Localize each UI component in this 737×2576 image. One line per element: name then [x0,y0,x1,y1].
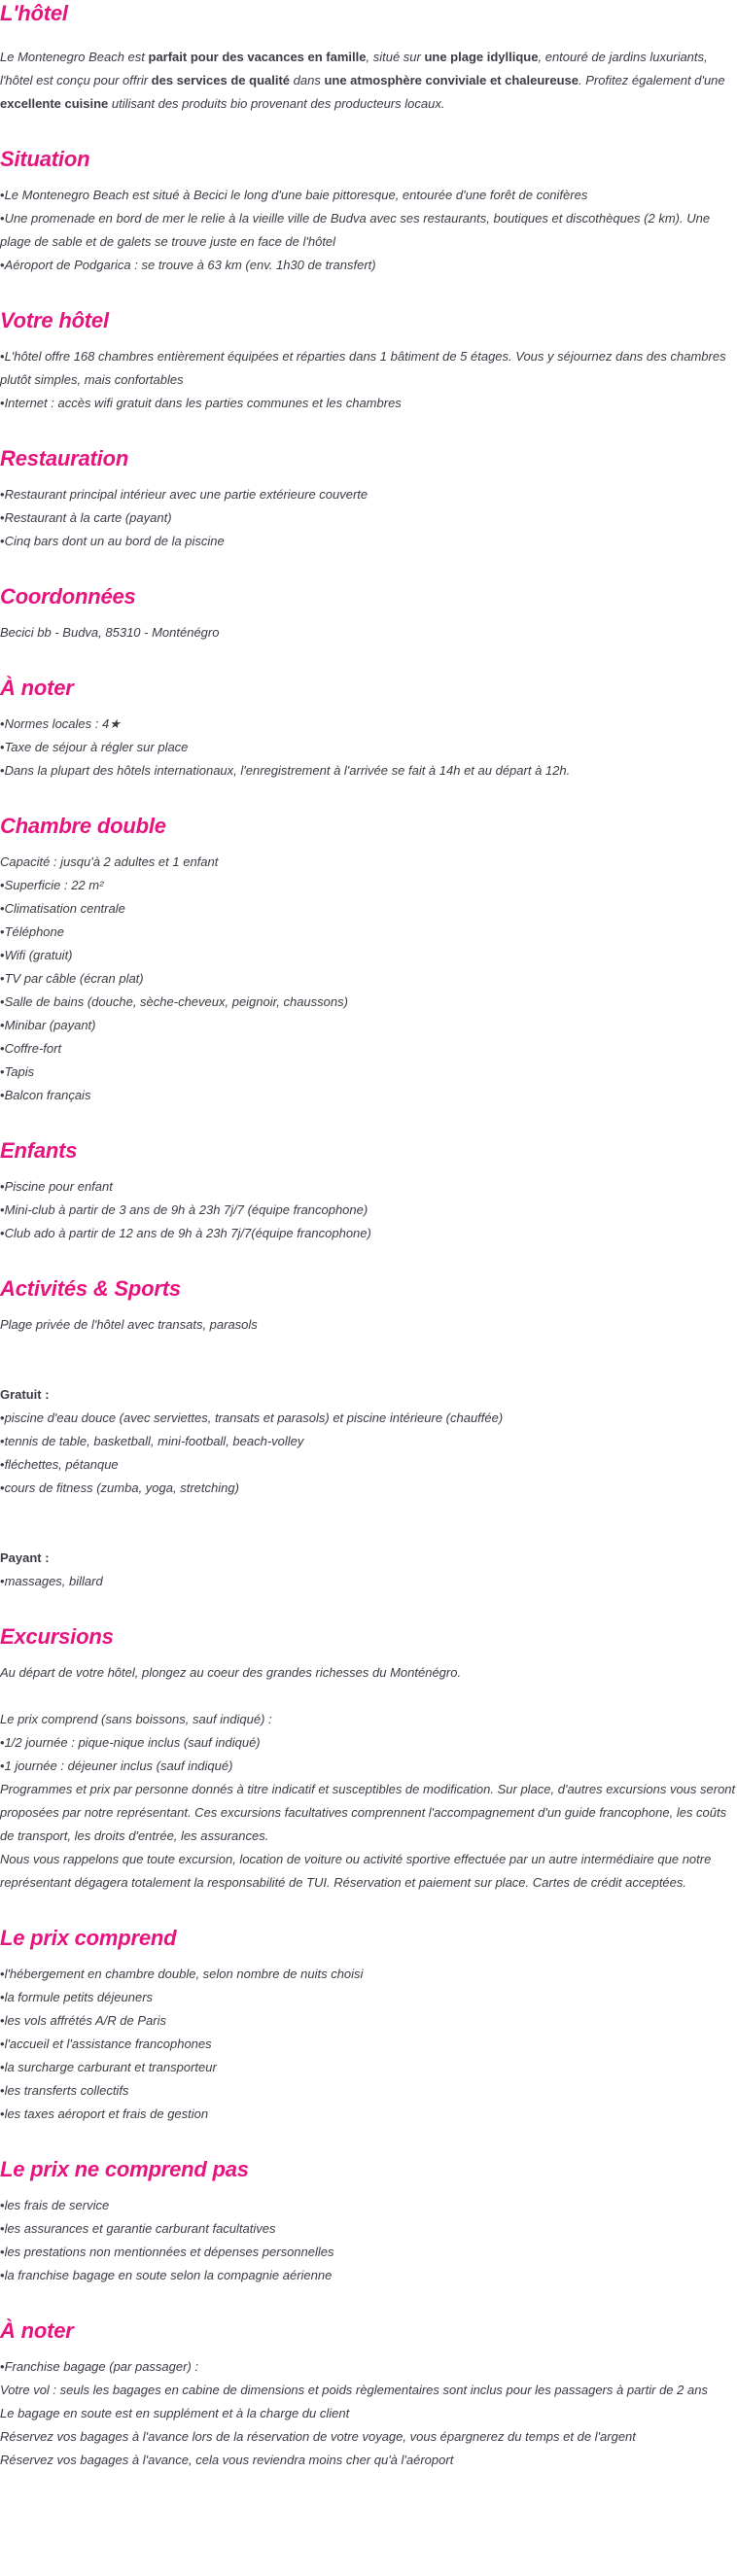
list-item: • Tapis [0,1061,737,1084]
list-item: • Franchise bagage (par passager) : [0,2355,737,2379]
section-hotel [0,0,737,116]
chambre-capacity: Capacité : jusqu'à 2 adultes et 1 enfant [0,854,219,869]
list-item: • Balcon français [0,1084,737,1107]
section-prix-comprend [0,1925,737,2126]
list-item: • tennis de table, basketball, mini-football, beach-volley [0,1430,737,1453]
list-item: • l'hébergement en chambre double, selon nombre de nuits choisi [0,1963,737,1986]
section-title-activites: Activités & Sports [0,1276,181,1301]
baggage-line: Votre vol : seuls les bagages en cabine de dimensions et poids règlementaires sont inclus pour les passagers à partir de 2 ans [0,2383,708,2397]
list-item: • Internet : accès wifi gratuit dans les parties communes et les chambres [0,392,737,415]
hotel-intro-text: dans [290,73,325,87]
a-noter-list [0,713,737,783]
votre-hotel-list [0,345,737,415]
gratuit-label [0,1383,737,1407]
list-item: • Cinq bars dont un au bord de la piscine [0,530,737,553]
section-title-situation: Situation [0,147,90,171]
excursions-prix-label: Le prix comprend (sans boissons, sauf indiqué) : [0,1712,272,1726]
list-item: • Piscine pour enfant [0,1175,737,1199]
section-title-a-noter: À noter [0,676,74,700]
section-situation [0,146,737,277]
list-item: • la formule petits déjeuners [0,1986,737,2009]
list-item: • Salle de bains (douche, sèche-cheveux, peignoir, chaussons) [0,991,737,1014]
hotel-intro-text: Le Montenegro Beach est [0,50,149,64]
section-a-noter [0,675,737,783]
section-votre-hotel [0,307,737,415]
hotel-intro-highlight: des services de qualité [151,73,291,87]
hotel-intro-highlight: une atmosphère conviviale et chaleureuse [324,73,579,87]
payant-label [0,1547,737,1570]
address-text: Becici bb - Budva, 85310 - Monténégro [0,625,220,640]
list-item: • les frais de service [0,2194,737,2217]
payant-label-text: Payant : [0,1550,50,1565]
hotel-intro-text: , entouré de jardins luxuriants, l'hôtel est conçu pour offrir [0,50,708,87]
list-item: • L'hôtel offre 168 chambres entièrement équipées et réparties dans 1 bâtiment de 5 étages. Vous y séjournez dans des chambres plutôt simples, mais confortables [0,345,737,392]
section-coordonnees [0,583,737,644]
list-item: • massages, billard [0,1570,737,1593]
list-item: • Minibar (payant) [0,1014,737,1037]
list-item: • cours de fitness (zumba, yoga, stretching) [0,1477,737,1500]
spacer [0,1523,737,1547]
activites-intro: Plage privée de l'hôtel avec transats, parasols [0,1317,258,1332]
list-item: • piscine d'eau douce (avec serviettes, transats et parasols) et piscine intérieure (chauffée) [0,1407,737,1430]
section-prix-ne-comprend [0,2156,737,2287]
list-item: • Wifi (gratuit) [0,944,737,967]
a-noter-2-list [0,2355,737,2379]
section-title-enfants: Enfants [0,1138,78,1163]
list-item: • 1/2 journée : pique-nique inclus (sauf indiqué) [0,1731,737,1755]
spacer [0,1685,737,1708]
list-item: • Dans la plupart des hôtels internationaux, l'enregistrement à l'arrivée se fait à 14h et au départ à 12h. [0,759,737,783]
hotel-intro-text: , situé sur [366,50,425,64]
section-title-prix-comprend: Le prix comprend [0,1926,177,1950]
list-item: • les taxes aéroport et frais de gestion [0,2103,737,2126]
hotel-intro-highlight: excellente cuisine [0,96,109,111]
list-item: • Taxe de séjour à régler sur place [0,736,737,759]
hotel-intro-text: . Profitez également d'une [579,73,725,87]
list-item: • les vols affrétés A/R de Paris [0,2009,737,2033]
hotel-intro-text: utilisant des produits bio provenant des producteurs locaux. [108,96,445,111]
baggage-line: Le bagage en soute est en supplément et à la charge du client [0,2406,350,2420]
list-item: • Aéroport de Podgarica : se trouve à 63 km (env. 1h30 de transfert) [0,254,737,277]
list-item: • TV par câble (écran plat) [0,967,737,991]
baggage-line: Réservez vos bagages à l'avance, cela vous reviendra moins cher qu'à l'aéroport [0,2453,454,2467]
hotel-intro-highlight: une plage idyllique [424,50,539,64]
list-item: • les prestations non mentionnées et dépenses personnelles [0,2241,737,2264]
section-title-a-noter-2: À noter [0,2318,74,2343]
list-item: • la franchise bagage en soute selon la compagnie aérienne [0,2264,737,2287]
section-title-prix-ne-comprend: Le prix ne comprend pas [0,2157,249,2181]
section-title-hotel: L'hôtel [0,1,68,25]
section-title-chambre: Chambre double [0,814,166,838]
enfants-list [0,1175,737,1245]
list-item: • Normes locales : 4★ [0,713,737,736]
section-title-coordonnees: Coordonnées [0,584,136,609]
list-item: • Coffre-fort [0,1037,737,1061]
section-chambre [0,813,737,1107]
list-item: • Superficie : 22 m² [0,874,737,897]
spacer [0,1337,737,1360]
list-item: • 1 journée : déjeuner inclus (sauf indiqué) [0,1755,737,1778]
list-item: • l'accueil et l'assistance francophones [0,2033,737,2056]
section-a-noter-2 [0,2317,737,2472]
excursions-para1: Programmes et prix par personne donnés à titre indicatif et susceptibles de modification. Sur place, d'autres excursions vous seront proposées par notre représentant. Ces excursions facultatives comprennent l'accompagnement d'un guide francophone, les coûts de transport, les droits d'entrée, les assurances. [0,1782,736,1843]
gratuit-list [0,1407,737,1500]
list-item: • Le Montenegro Beach est situé à Becici le long d'une baie pittoresque, entourée d'une forêt de conifères [0,184,737,207]
spacer [0,1360,737,1383]
list-item: • Climatisation centrale [0,897,737,921]
excursions-intro: Au départ de votre hôtel, plongez au coeur des grandes richesses du Monténégro. [0,1665,462,1680]
list-item: • Restaurant à la carte (payant) [0,506,737,530]
chambre-list [0,874,737,1107]
list-item: • la surcharge carburant et transporteur [0,2056,737,2079]
section-restauration [0,445,737,553]
section-title-votre-hotel: Votre hôtel [0,308,109,332]
gratuit-label-text: Gratuit : [0,1387,50,1402]
prix-comprend-list [0,1963,737,2126]
section-title-excursions: Excursions [0,1624,114,1649]
restauration-list [0,483,737,553]
payant-list [0,1570,737,1593]
list-item: • Téléphone [0,921,737,944]
list-item: • Mini-club à partir de 3 ans de 9h à 23h 7j/7 (équipe francophone) [0,1199,737,1222]
hotel-intro [0,46,737,116]
excursions-para2: Nous vous rappelons que toute excursion, location de voiture ou activité sportive effectuée par un autre intermédiaire que notre représentant dégagera totalement la responsabilité de TUI. Réservation et paiement sur place. Cartes de crédit acceptées. [0,1852,712,1890]
prix-ne-comprend-list [0,2194,737,2287]
situation-list [0,184,737,277]
spacer [0,1500,737,1523]
list-item: • les assurances et garantie carburant facultatives [0,2217,737,2241]
list-item: • Une promenade en bord de mer le relie à la vieille ville de Budva avec ses restaurants, boutiques et discothèques (2 km). Une plage de sable et de galets se trouve juste en face de l'hôtel [0,207,737,254]
baggage-line: Réservez vos bagages à l'avance lors de la réservation de votre voyage, vous épargnerez du temps et de l'argent [0,2429,636,2444]
section-excursions [0,1623,737,1895]
section-enfants [0,1137,737,1245]
list-item: • les transferts collectifs [0,2079,737,2103]
excursions-list [0,1731,737,1778]
section-activites [0,1275,737,1593]
list-item: • fléchettes, pétanque [0,1453,737,1477]
list-item: • Club ado à partir de 12 ans de 9h à 23h 7j/7(équipe francophone) [0,1222,737,1245]
hotel-intro-highlight: parfait pour des vacances en famille [148,50,367,64]
list-item: • Restaurant principal intérieur avec une partie extérieure couverte [0,483,737,506]
section-title-restauration: Restauration [0,446,129,470]
